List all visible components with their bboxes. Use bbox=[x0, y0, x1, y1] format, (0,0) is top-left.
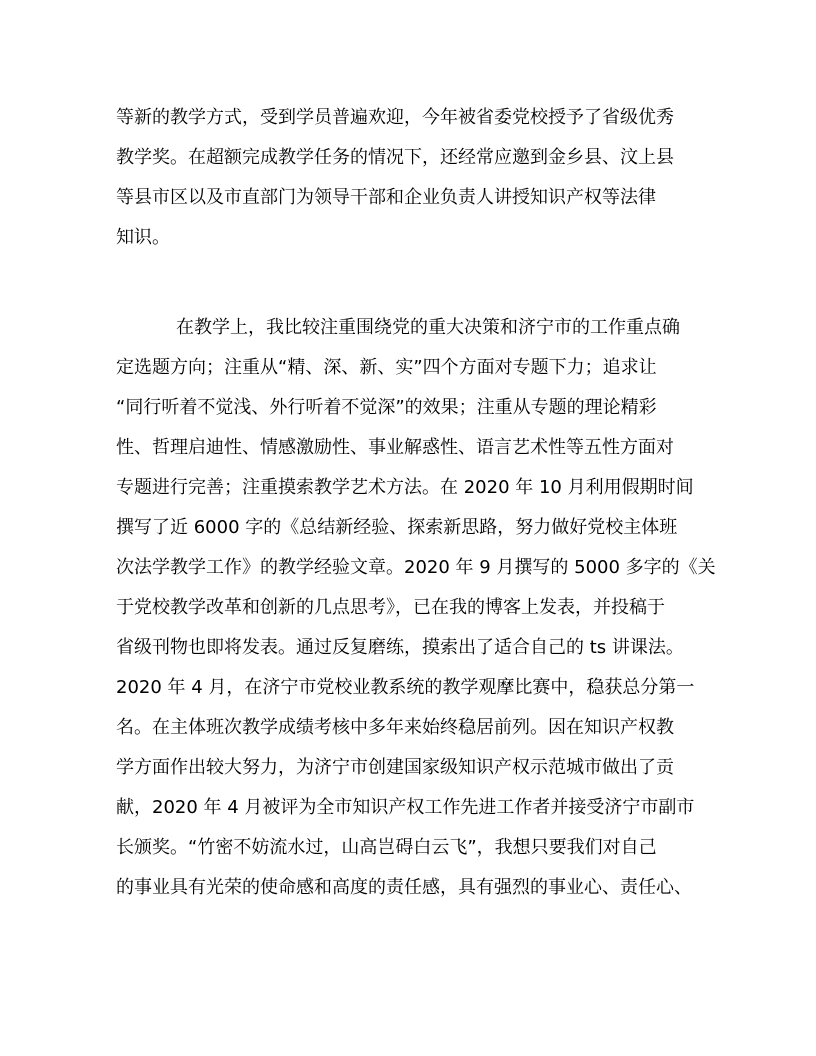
paragraph-line: 知识。 bbox=[116, 227, 170, 248]
paragraph-line: 献，2020 年 4 月被评为全市知识产权工作先进工作者并接受济宁市副市 bbox=[116, 797, 695, 818]
paragraph-line: 名。在主体班次教学成绩考核中多年来始终稳居前列。因在知识产权教 bbox=[116, 717, 674, 738]
paragraph-line: 次法学教学工作》的教学经验文章。2020 年 9 月撰写的 5000 多字的《关 bbox=[116, 557, 716, 578]
paragraph-line: 于党校教学改革和创新的几点思考》，已在我的博客上发表，并投稿于 bbox=[116, 597, 665, 618]
paragraph-line: 专题进行完善；注重摸索教学艺术方法。在 2020 年 10 月利用假期时间 bbox=[116, 477, 694, 498]
paragraph-line: “同行听着不觉浅、外行听着不觉深”的效果；注重从专题的理论精彩 bbox=[116, 397, 657, 418]
paragraph-line: 在教学上，我比较注重围绕党的重大决策和济宁市的工作重点确 bbox=[176, 317, 680, 338]
paragraph-line: 教学奖。在超额完成教学任务的情况下，还经常应邀到金乡县、汶上县 bbox=[116, 147, 674, 168]
paragraph-line: 性、哲理启迪性、情感激励性、事业解惑性、语言艺术性等五性方面对 bbox=[116, 437, 674, 458]
paragraph-line: 撰写了近 6000 字的《总结新经验、探索新思路，努力做好党校主体班 bbox=[116, 517, 678, 538]
paragraph-line: 长颁奖。“竹密不妨流水过，山高岂碍白云飞”，我想只要我们对自己 bbox=[116, 837, 657, 858]
paragraph-line: 2020 年 4 月，在济宁市党校业教系统的教学观摩比赛中，稳获总分第一 bbox=[116, 677, 695, 698]
paragraph-line: 的事业具有光荣的使命感和高度的责任感，具有强烈的事业心、责任心、 bbox=[116, 877, 692, 898]
paragraph-line: 等新的教学方式，受到学员普遍欢迎，今年被省委党校授予了省级优秀 bbox=[116, 107, 674, 128]
paragraph-line: 定选题方向；注重从“精、深、新、实”四个方面对专题下力；追求让 bbox=[116, 357, 657, 378]
paragraph-line: 省级刊物也即将发表。通过反复磨练，摸索出了适合自己的 ts 讲课法。 bbox=[116, 637, 684, 658]
paragraph-line: 等县市区以及市直部门为领导干部和企业负责人讲授知识产权等法律 bbox=[116, 187, 656, 208]
paragraph-line: 学方面作出较大努力，为济宁市创建国家级知识产权示范城市做出了贡 bbox=[116, 757, 674, 778]
